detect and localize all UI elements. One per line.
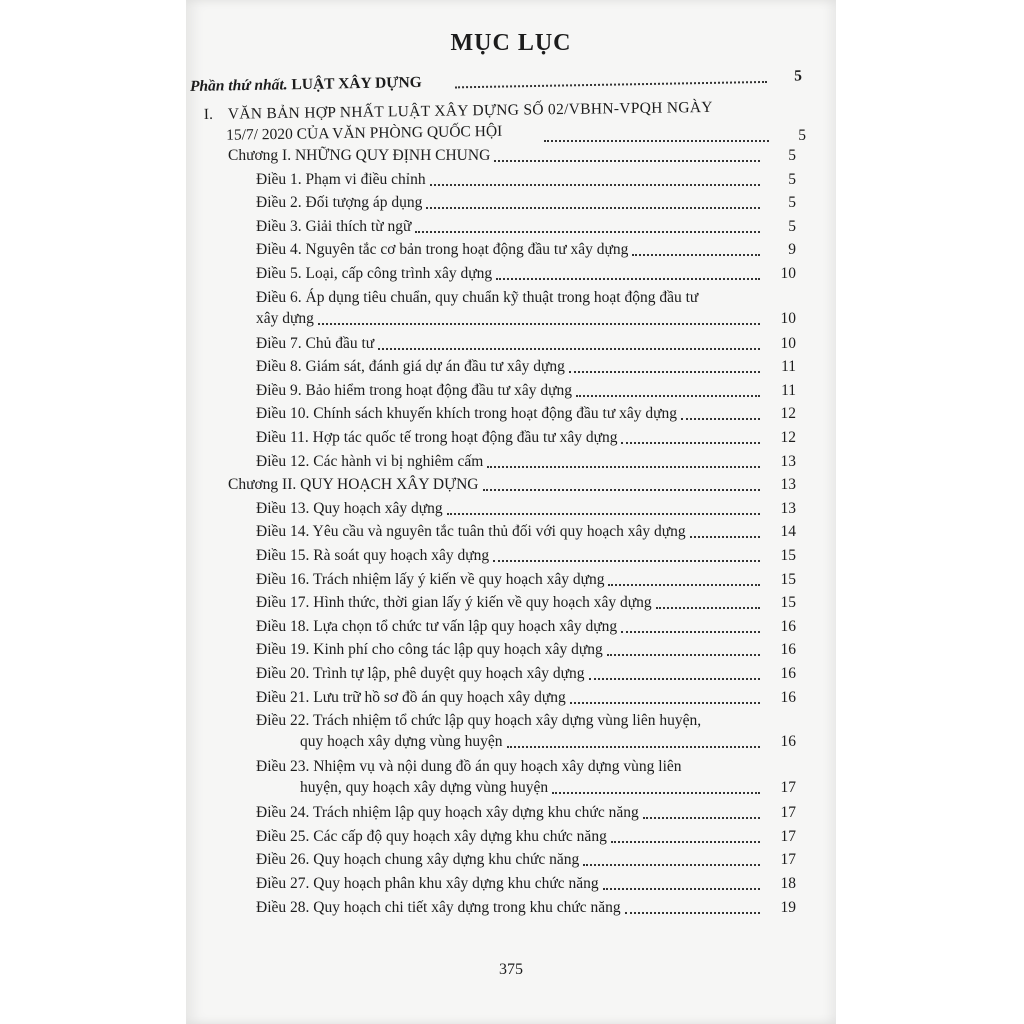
toc-article-entry	[256, 169, 796, 191]
toc-page-number: 11	[781, 381, 796, 399]
toc-entry-title: Điều 26. Quy hoạch chung xây dựng khu chức năng	[256, 851, 580, 869]
toc-page-number: 14	[780, 523, 796, 541]
toc-entry-title-continued: huyện, quy hoạch xây dựng vùng huyện	[300, 779, 549, 797]
toc-page-number: 15	[780, 547, 796, 564]
toc-page-number: 17	[780, 827, 796, 845]
toc-section-line1: VĂN BẢN HỢP NHẤT LUẬT XÂY DỰNG SỐ 02/VBHN-VPQH NGÀY	[227, 98, 713, 123]
dot-leader	[426, 207, 760, 209]
toc-entry-title: Chương I. NHỮNG QUY ĐỊNH CHUNG	[228, 147, 491, 164]
page-number-footer: 375	[499, 961, 523, 978]
toc-page-number: 13	[780, 499, 796, 517]
toc-chapter-entry	[228, 145, 796, 167]
toc-page-number: 17	[780, 779, 796, 797]
toc-page-number: 13	[780, 452, 796, 470]
toc-entry-title: Điều 1. Phạm vi điều chỉnh	[256, 170, 426, 188]
dot-leader	[621, 442, 760, 444]
toc-article-entry	[256, 545, 796, 567]
dot-leader	[583, 864, 760, 866]
toc-entry-title: Điều 3. Giải thích từ ngữ	[256, 217, 412, 235]
toc-page-number: 10	[780, 334, 796, 352]
toc-entry-title: Điều 28. Quy hoạch chi tiết xây dựng trong khu chức năng	[256, 898, 621, 916]
toc-part-heading	[189, 65, 803, 98]
toc-entry-title: Chương II. QUY HOẠCH XÂY DỰNG	[228, 476, 479, 494]
toc-entry-title: Điều 19. Kinh phí cho công tác lập quy hoạch xây dựng	[256, 641, 603, 659]
toc-page-number: 11	[781, 358, 796, 376]
toc-article-entry	[256, 592, 796, 614]
dot-leader	[487, 466, 760, 468]
toc-article-entry	[256, 826, 796, 848]
table-of-contents	[186, 0, 836, 1024]
dot-leader	[643, 817, 760, 819]
toc-entry-title: Điều 13. Quy hoạch xây dựng	[256, 499, 443, 517]
dot-leader	[493, 560, 760, 562]
dot-leader	[507, 746, 760, 748]
dot-leader	[494, 160, 760, 162]
toc-article-entry	[256, 521, 796, 543]
toc-page-number: 16	[780, 733, 796, 751]
toc-article-entry	[256, 263, 796, 285]
toc-entry-title: Điều 16. Trách nhiệm lấy ý kiến về quy hoạch xây dựng	[256, 570, 605, 588]
dot-leader	[378, 348, 760, 350]
toc-page-number: 5	[798, 127, 806, 144]
dot-leader	[621, 631, 760, 633]
toc-entry-title-continued: xây dựng	[256, 309, 314, 327]
toc-article-entry	[256, 802, 796, 824]
page-title: MỤC LỤC	[450, 30, 572, 56]
toc-page-number: 18	[780, 875, 796, 892]
toc-section-line2: 15/7/ 2020 CỦA VĂN PHÒNG QUỐC HỘI	[226, 122, 503, 144]
dot-leader	[570, 702, 760, 704]
dot-leader	[611, 841, 760, 843]
toc-entry-title: Điều 22. Trách nhiệm tổ chức lập quy hoạch xây dựng vùng liên huyện,	[256, 712, 702, 730]
toc-page-number: 5	[788, 147, 796, 164]
toc-article-entry	[256, 427, 796, 449]
dot-leader	[625, 912, 760, 914]
toc-article-entry	[256, 616, 796, 638]
toc-article-entry	[256, 356, 796, 378]
toc-page-number: 12	[780, 429, 796, 446]
toc-entry-title: Điều 6. Áp dụng tiêu chuẩn, quy chuẩn kỹ thuật trong hoạt động đầu tư	[256, 288, 699, 306]
toc-entry-title: Điều 18. Lựa chọn tổ chức tư vấn lập quy hoạch xây dựng	[256, 617, 618, 635]
toc-entry-title: Điều 4. Nguyên tắc cơ bản trong hoạt động đầu tư xây dựng	[256, 241, 629, 259]
dot-leader	[608, 584, 760, 586]
toc-chapter-entry	[228, 474, 796, 496]
toc-article-entry	[256, 569, 796, 591]
toc-page-number: 16	[780, 688, 796, 706]
dot-leader	[589, 678, 761, 680]
toc-article-entry	[256, 380, 796, 402]
dot-leader	[656, 607, 760, 609]
toc-page-number: 17	[780, 804, 796, 822]
dot-leader	[447, 513, 760, 515]
toc-entry-title: Điều 2. Đối tượng áp dụng	[256, 194, 423, 212]
toc-page-number: 5	[788, 217, 796, 235]
dot-leader	[496, 278, 760, 280]
toc-page-number: 17	[780, 851, 796, 869]
dot-leader	[552, 792, 760, 794]
toc-article-entry	[256, 498, 796, 520]
dot-leader	[690, 536, 760, 538]
toc-entry-title: Điều 23. Nhiệm vụ và nội dung đồ án quy hoạch xây dựng vùng liên	[256, 758, 682, 776]
toc-article-entry	[256, 897, 796, 919]
toc-entry-title: Điều 10. Chính sách khuyến khích trong hoạt động đầu tư xây dựng	[256, 405, 678, 423]
toc-entry-title: Điều 11. Hợp tác quốc tế trong hoạt động đầu tư xây dựng	[256, 429, 618, 446]
toc-section-page-row	[226, 125, 806, 147]
dot-leader	[681, 418, 760, 420]
toc-page-number: 16	[780, 617, 796, 635]
dot-leader	[415, 231, 760, 233]
toc-article-entry	[256, 663, 796, 685]
toc-page-number: 10	[780, 309, 796, 327]
toc-page-number: 12	[780, 405, 796, 423]
dot-leader	[607, 654, 760, 656]
toc-page-number: 5	[794, 67, 803, 85]
toc-article-entry	[256, 216, 796, 238]
toc-entry-title: Điều 9. Bảo hiểm trong hoạt động đầu tư xây dựng	[256, 381, 572, 399]
toc-entry-title: Điều 15. Rà soát quy hoạch xây dựng	[256, 547, 490, 564]
dot-leader	[544, 140, 769, 142]
toc-entry-title: Điều 27. Quy hoạch phân khu xây dựng khu chức năng	[256, 875, 599, 892]
toc-entry-title: Điều 8. Giám sát, đánh giá dự án đầu tư xây dựng	[256, 358, 565, 376]
toc-page-number: 13	[780, 476, 796, 494]
toc-article-entry	[256, 451, 796, 473]
dot-leader	[576, 395, 760, 397]
toc-article-entry	[256, 333, 796, 355]
toc-article-entry	[256, 710, 796, 754]
dot-leader	[632, 254, 760, 256]
toc-part-label: Phần thứ nhất. LUẬT XÂY DỰNG	[189, 73, 422, 95]
book-page	[186, 0, 836, 1024]
toc-article-entry	[256, 239, 796, 261]
toc-article-entry	[256, 687, 796, 709]
toc-entry-title: Điều 21. Lưu trữ hồ sơ đồ án quy hoạch xây dựng	[256, 688, 566, 706]
toc-article-entry	[256, 403, 796, 425]
toc-article-entry	[256, 849, 796, 871]
dot-leader	[455, 81, 767, 88]
toc-page-number: 5	[788, 194, 796, 212]
dot-leader	[430, 184, 760, 186]
dot-leader	[603, 888, 760, 890]
toc-entry-title: Điều 14. Yêu cầu và nguyên tắc tuân thủ đối với quy hoạch xây dựng	[256, 523, 686, 541]
dot-leader	[318, 323, 760, 325]
dot-leader	[483, 489, 761, 491]
toc-entry-title: Điều 7. Chủ đầu tư	[256, 334, 375, 352]
toc-page-number: 19	[780, 898, 796, 916]
toc-article-entry	[256, 639, 796, 661]
toc-entry-title-continued: quy hoạch xây dựng vùng huyện	[300, 733, 503, 751]
toc-entry-title: Điều 24. Trách nhiệm lập quy hoạch xây dựng khu chức năng	[256, 804, 639, 822]
toc-page-number: 16	[780, 665, 796, 682]
toc-entry-title: Điều 17. Hình thức, thời gian lấy ý kiến về quy hoạch xây dựng	[256, 594, 652, 612]
toc-section-number: I.	[203, 105, 214, 124]
dot-leader	[569, 371, 760, 373]
toc-article-entry	[256, 287, 796, 331]
toc-page-number: 10	[780, 265, 796, 282]
toc-article-entry	[256, 873, 796, 895]
toc-article-entry	[256, 756, 796, 800]
toc-page-number: 15	[780, 594, 796, 612]
toc-page-number: 9	[788, 241, 796, 259]
toc-entry-title: Điều 20. Trình tự lập, phê duyệt quy hoạch xây dựng	[256, 665, 585, 682]
toc-article-entry	[256, 192, 796, 214]
toc-entry-title: Điều 25. Các cấp độ quy hoạch xây dựng khu chức năng	[256, 827, 607, 845]
toc-page-number: 15	[780, 570, 796, 588]
toc-entry-title: Điều 12. Các hành vi bị nghiêm cấm	[256, 452, 484, 470]
toc-entry-title: Điều 5. Loại, cấp công trình xây dựng	[256, 265, 493, 282]
toc-page-number: 5	[788, 170, 796, 188]
toc-page-number: 16	[780, 641, 796, 659]
